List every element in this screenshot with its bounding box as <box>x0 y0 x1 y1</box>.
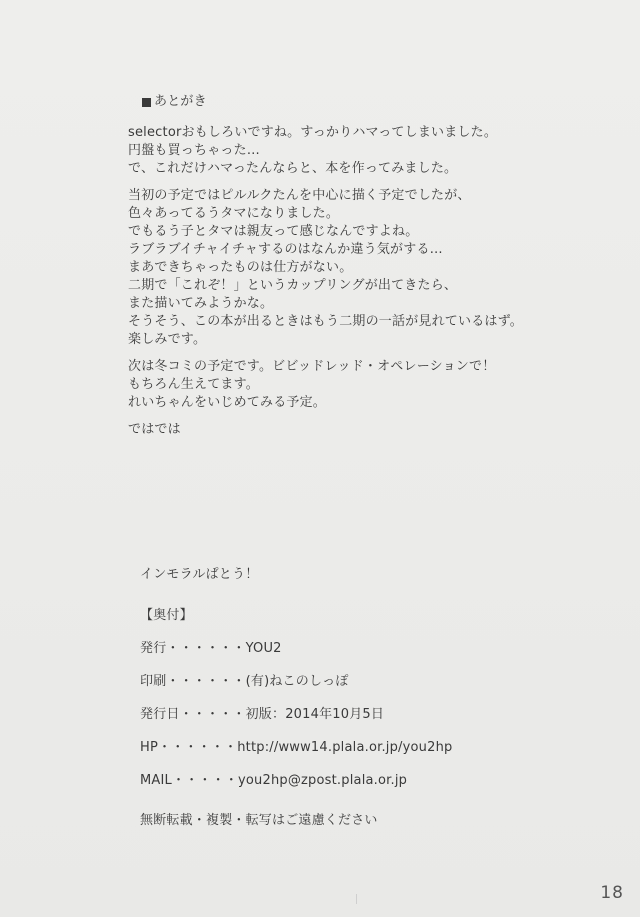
afterword-paragraph-3 <box>128 358 608 412</box>
text-line: もちろん生えてます。 <box>128 377 259 392</box>
copyright-notice: 無断転載・複製・転写はご遠慮ください <box>140 813 378 828</box>
text-line: でもるう子とタマは親友って感じなんですよね。 <box>128 224 419 239</box>
afterword-paragraph-1 <box>128 124 608 178</box>
colophon-printer: 印刷・・・・・・(有)ねこのしっぽ <box>140 674 349 689</box>
afterword-paragraph-2 <box>128 187 608 349</box>
colophon-publisher: 発行・・・・・・YOU2 <box>140 641 282 656</box>
afterword-section <box>128 93 608 439</box>
text-line: 楽しみです。 <box>128 332 207 347</box>
afterword-heading <box>142 93 608 111</box>
text-line: 二期で「これぞ！」というカップリングが出てきたら、 <box>128 278 458 293</box>
text-line: ラブラブイチャイチャするのはなんか違う気がする… <box>128 242 443 257</box>
text-line: れいちゃんをいじめてみる予定。 <box>128 395 327 410</box>
afterword-paragraph-4 <box>128 421 608 439</box>
text-line: ではでは <box>128 422 181 437</box>
text-line: で、これだけハマったんならと、本を作ってみました。 <box>128 161 458 176</box>
colophon-homepage: HP・・・・・・http://www14.plala.or.jp/you2hp <box>140 740 453 755</box>
text-line: selectorおもしろいですね。すっかりハマってしまいました。 <box>128 125 498 140</box>
text-line: そうそう、この本が出るときはもう二期の一話が見れているはず。 <box>128 314 523 329</box>
book-title: インモラルぱとう！ <box>140 567 259 582</box>
black-square-icon <box>142 98 151 107</box>
colophon-mail: MAIL・・・・・you2hp@zpost.plala.or.jp <box>140 773 408 788</box>
text-line: 次は冬コミの予定です。ビビッドレッド・オペレーションで！ <box>128 359 496 374</box>
page-number: 18 <box>600 883 624 903</box>
text-line: また描いてみようかな。 <box>128 296 274 311</box>
afterword-heading-text: あとがき <box>154 94 207 109</box>
text-line: 色々あってるうタマになりました。 <box>128 206 340 221</box>
colophon-heading: 【奥付】 <box>140 608 193 623</box>
text-line: 円盤も買っちゃった… <box>128 143 261 158</box>
colophon-date: 発行日・・・・・初版：2014年10月5日 <box>140 707 385 722</box>
text-line: 当初の予定ではピルルクたんを中心に描く予定でしたが、 <box>128 188 471 203</box>
text-line: まあできちゃったものは仕方がない。 <box>128 260 353 275</box>
paper-mark <box>356 894 357 904</box>
colophon-section <box>140 566 600 830</box>
